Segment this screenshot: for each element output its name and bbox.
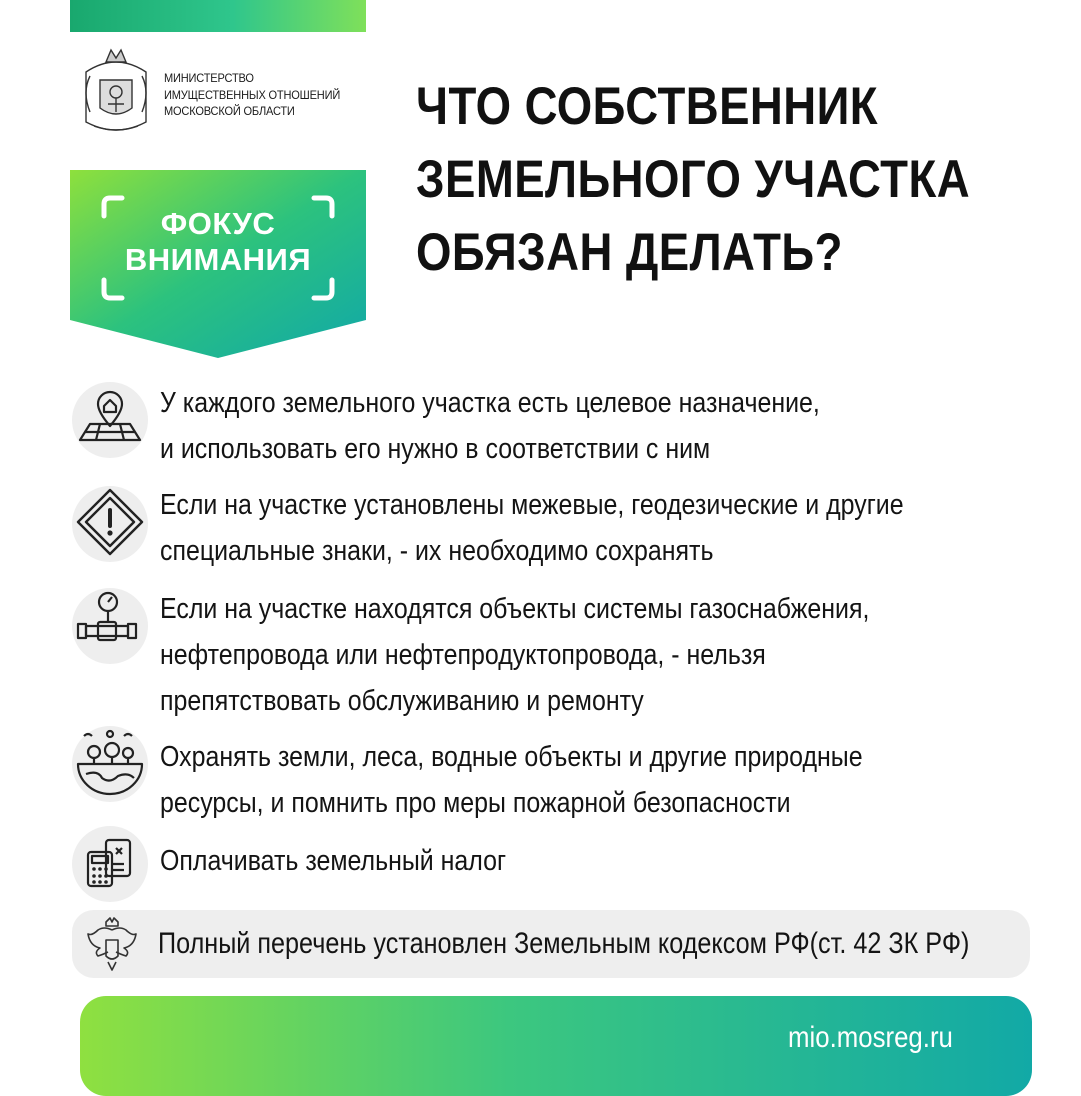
list-item-line: Если на участке находятся объекты системы газоснабжения, <box>160 593 870 625</box>
page-title-line-2: ЗЕМЕЛЬНОГО УЧАСТКА <box>416 150 971 209</box>
ministry-line-2: ИМУЩЕСТВЕННЫХ ОТНОШЕНИЙ <box>164 87 341 102</box>
tax-calculator-document-icon <box>72 826 148 902</box>
list-item-line: специальные знаки, - их необходимо сохранять <box>160 535 714 567</box>
list-item-line: Если на участке установлены межевые, геодезические и другие <box>160 489 904 521</box>
website-link[interactable]: mio.mosreg.ru <box>788 1021 953 1054</box>
legal-note-text: Полный перечень установлен Земельным кодексом РФ(ст. 42 ЗК РФ) <box>158 927 970 960</box>
list-item-line: препятствовать обслуживанию и ремонту <box>160 685 644 717</box>
focus-badge-line-1: ФОКУС <box>160 206 276 241</box>
ministry-name <box>164 70 357 120</box>
nature-earth-trees-icon <box>72 726 148 802</box>
moscow-oblast-coat-of-arms-icon <box>78 42 154 138</box>
list-item-text <box>160 734 986 826</box>
land-plot-map-pin-icon <box>72 382 148 458</box>
page-title-line-3: ОБЯЗАН ДЕЛАТЬ? <box>416 223 843 282</box>
russian-eagle-emblem-icon <box>84 916 140 972</box>
focus-badge-line-2: ВНИМАНИЯ <box>124 242 312 277</box>
page-title <box>416 70 971 289</box>
list-item-text <box>160 586 986 724</box>
top-accent-bar <box>70 0 366 32</box>
page-title-line-1: ЧТО СОБСТВЕННИК <box>416 77 879 136</box>
list-item-line: У каждого земельного участка есть целевое назначение, <box>160 387 820 419</box>
list-item-line: Оплачивать земельный налог <box>160 845 507 877</box>
list-item-text <box>160 838 986 884</box>
list-item-text <box>160 380 986 472</box>
ministry-line-1: МИНИСТЕРСТВО <box>164 71 254 85</box>
warning-diamond-sign-icon <box>72 486 148 562</box>
ministry-line-3: МОСКОВСКОЙ ОБЛАСТИ <box>164 104 295 118</box>
list-item-line: нефтепровода или нефтепродуктопровода, - нельзя <box>160 639 766 671</box>
list-item-line: Охранять земли, леса, водные объекты и другие природные <box>160 741 863 773</box>
list-item-line: ресурсы, и помнить про меры пожарной безопасности <box>160 787 791 819</box>
gas-pipeline-gauge-icon <box>72 588 148 664</box>
list-item-text <box>160 482 986 574</box>
list-item-line: и использовать его нужно в соответствии с ним <box>160 433 711 465</box>
focus-badge-text <box>70 206 366 278</box>
